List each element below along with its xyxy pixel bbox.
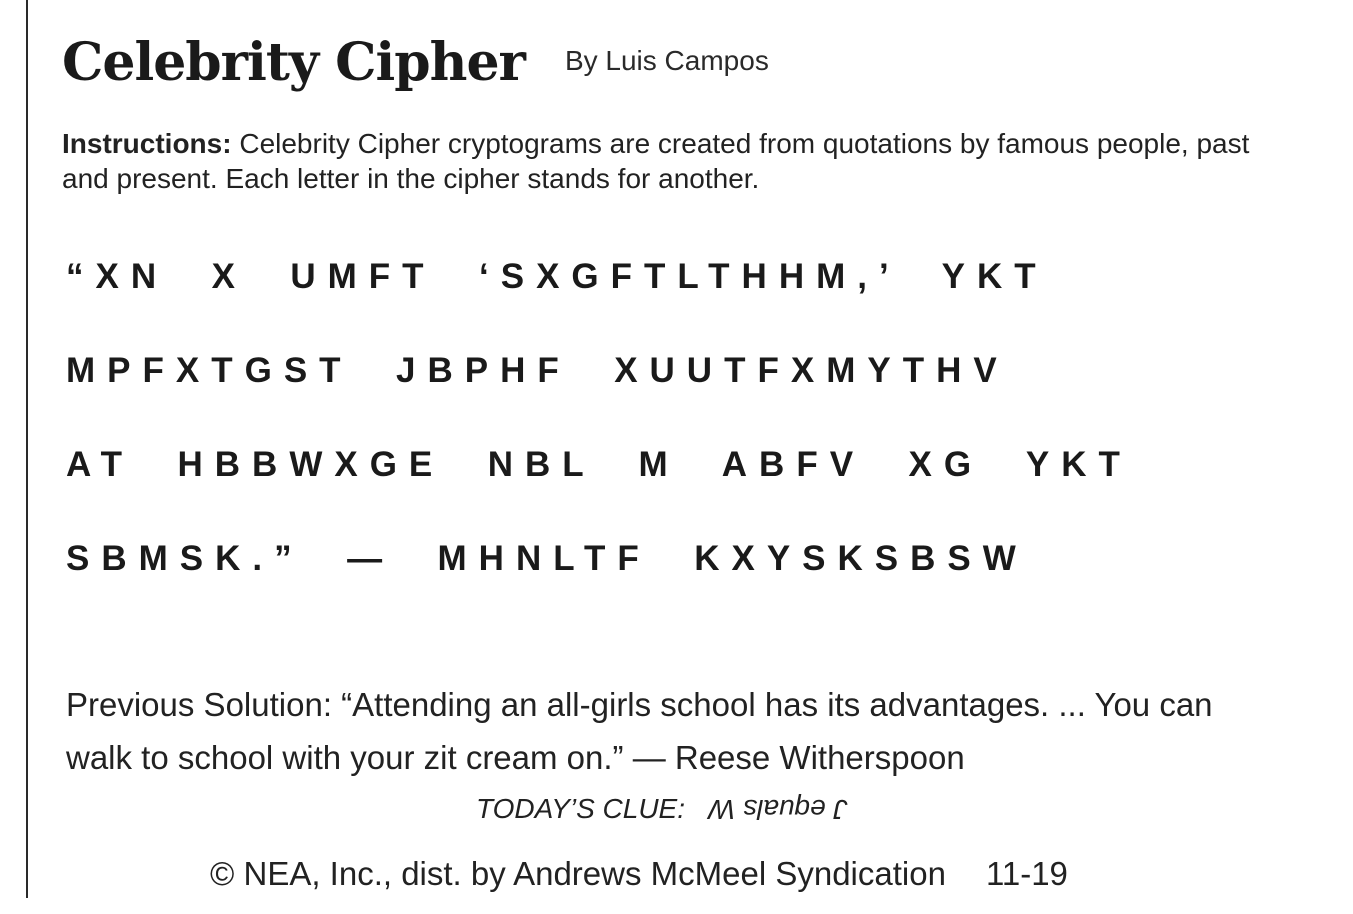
author-byline: By Luis Campos xyxy=(564,45,769,76)
puzzle-title: Celebrity Cipher xyxy=(62,32,525,93)
cipher-line: “XN X UMFT ‘SXGFTLTHHM,’ YKT xyxy=(66,257,1048,296)
left-border-rule xyxy=(26,0,28,898)
copyright-line xyxy=(210,855,1068,893)
cipher-line: MPFXTGST JBPHF XUUTFXMYTHV xyxy=(66,351,1009,390)
instructions-text: Celebrity Cipher cryptograms are created from quotations by famous people, past and present. Each letter in the cipher stands for another. xyxy=(62,128,1250,194)
copyright-text: © NEA, Inc., dist. by Andrews McMeel Syndication xyxy=(210,855,946,892)
instructions-paragraph xyxy=(62,126,1272,196)
clue-answer-upside-down: J equals W xyxy=(709,794,848,825)
todays-clue xyxy=(476,793,848,825)
clue-label: TODAY’S CLUE: xyxy=(476,793,686,824)
previous-solution: Previous Solution: “Attending an all-girls school has its advantages. ... You can walk to school with your zit cream on.” — Reese Witherspoon xyxy=(66,686,1213,776)
puzzle-date: 11-19 xyxy=(985,855,1068,892)
cipher-line: AT HBBWXGE NBL M ABFV XG YKT xyxy=(66,445,1132,484)
puzzle-header xyxy=(62,32,769,93)
cipher-block xyxy=(66,250,1132,626)
instructions-label: Instructions: xyxy=(62,128,232,159)
cipher-line: SBMSK.” — MHNLTF KXYSKSBSW xyxy=(66,539,1028,578)
